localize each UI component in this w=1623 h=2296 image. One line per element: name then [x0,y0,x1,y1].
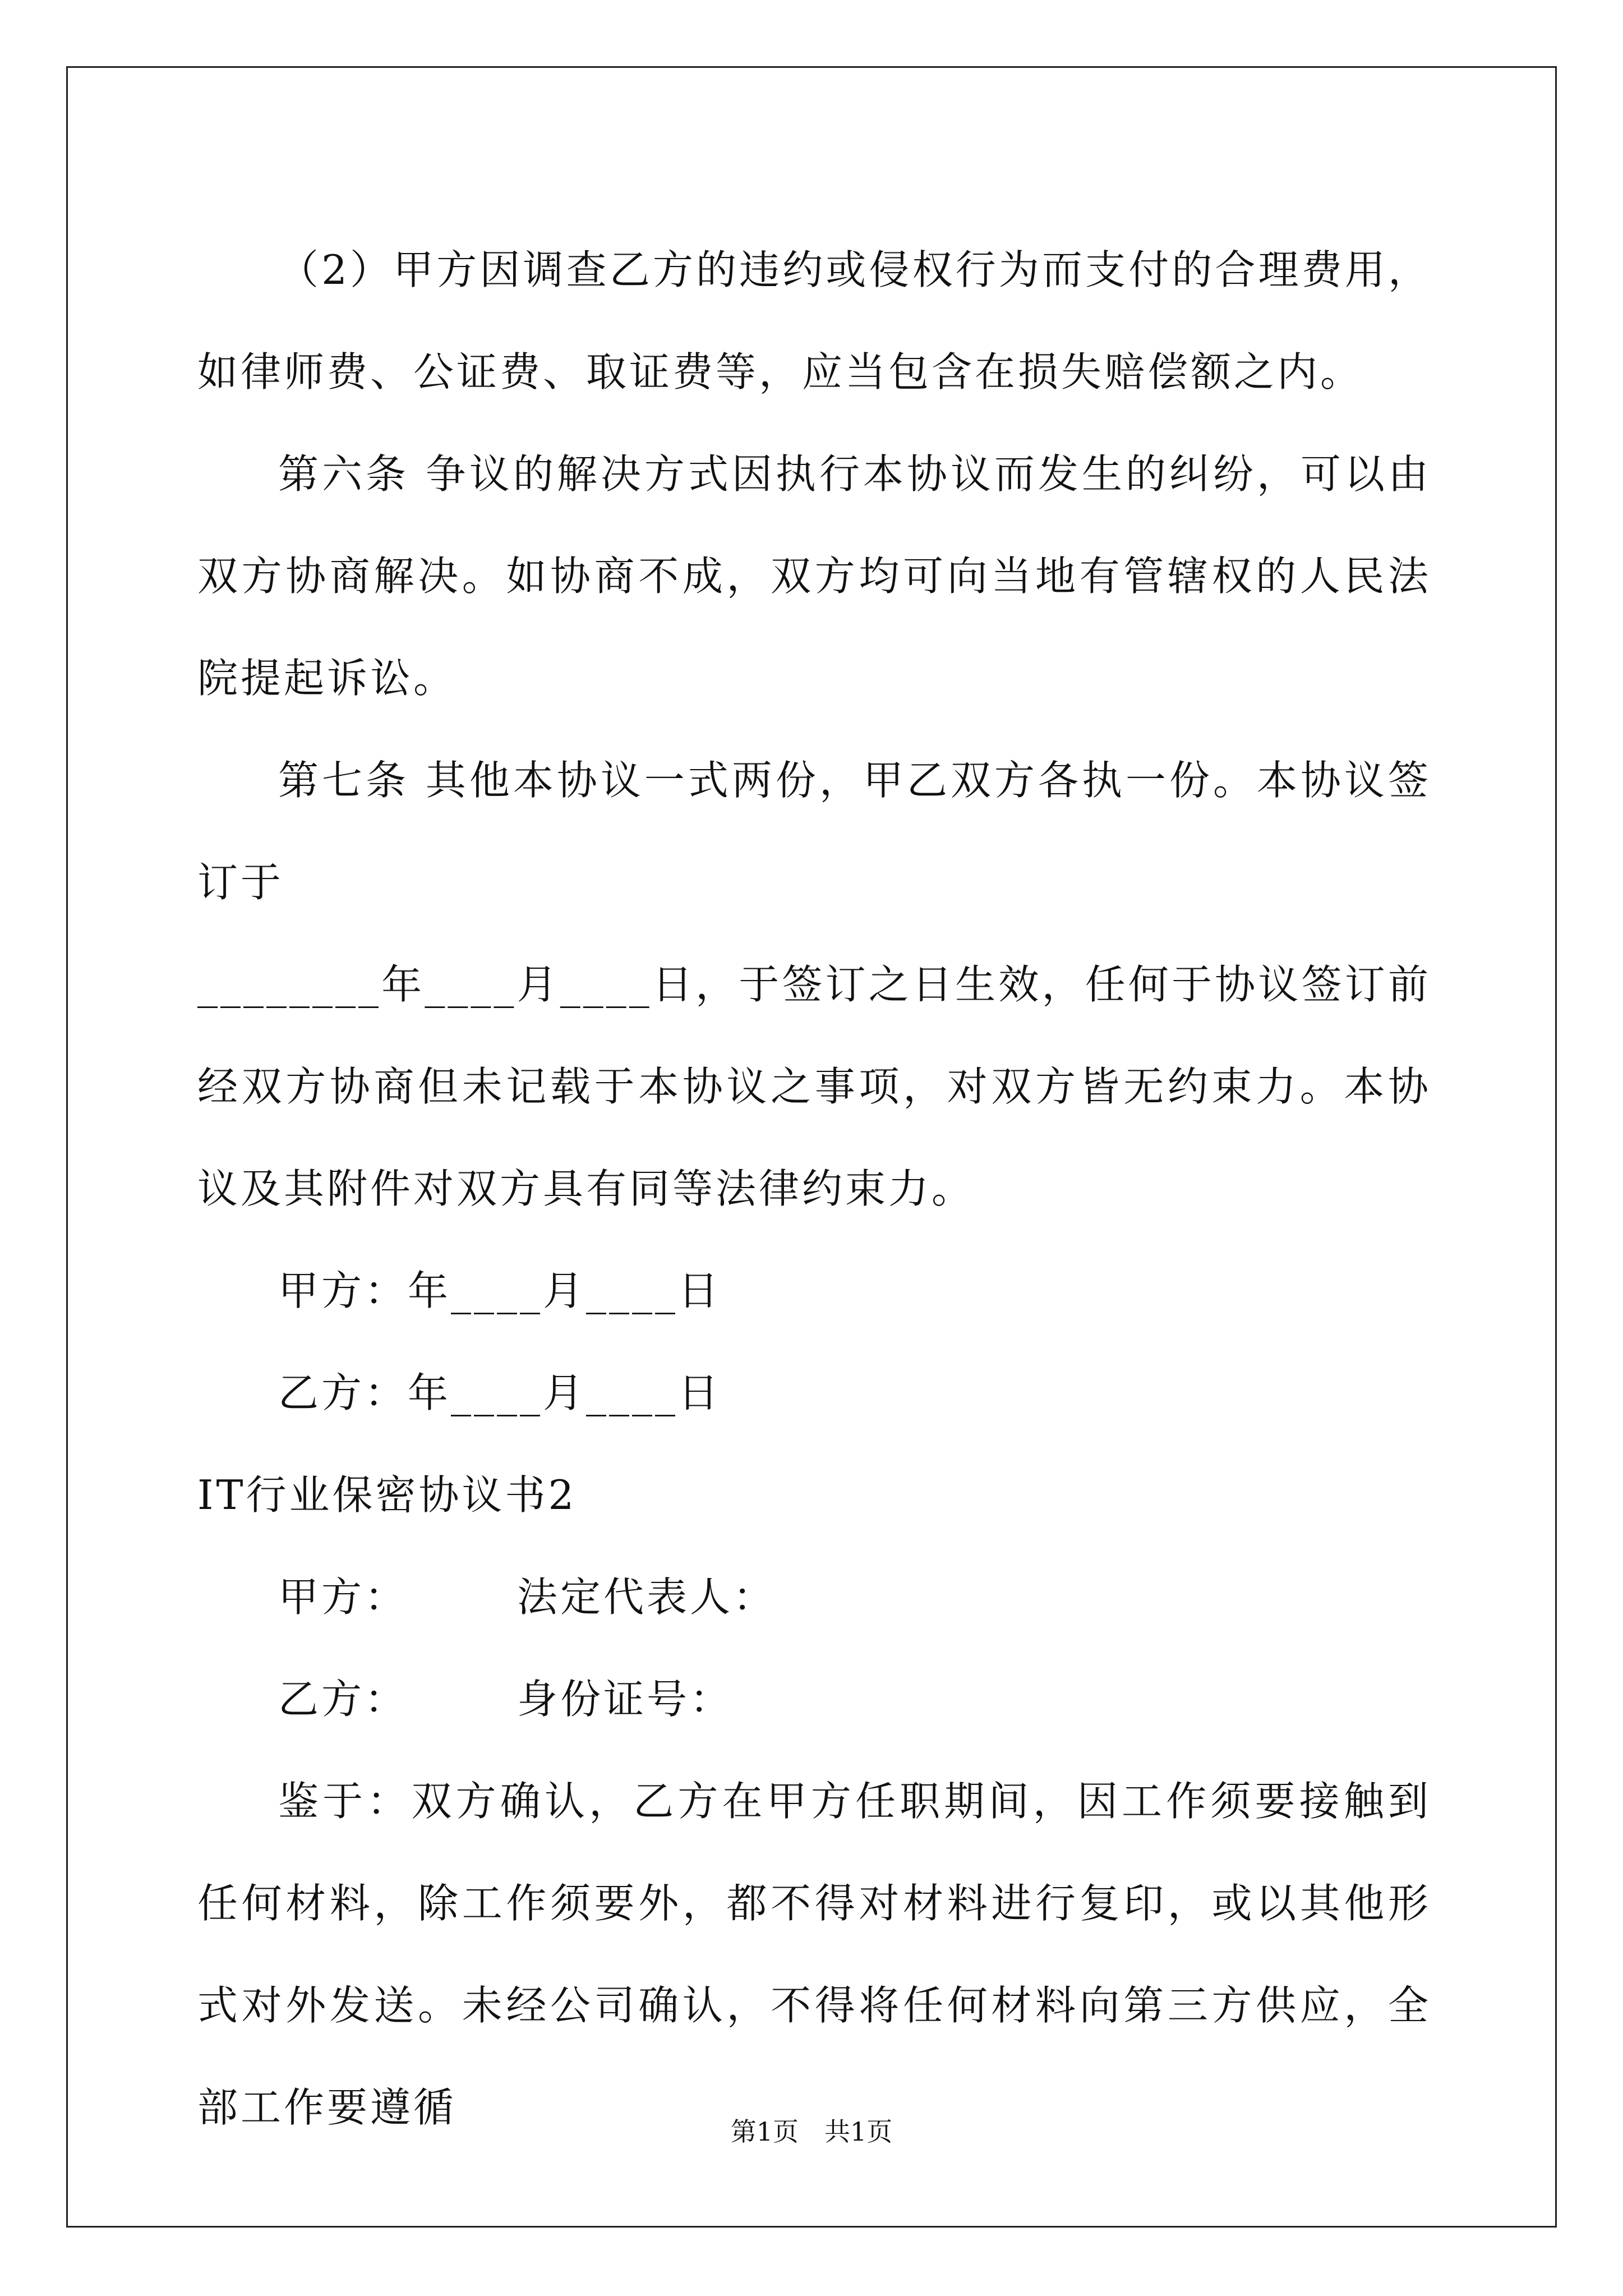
party-b-id-number: 乙方： 身份证号： [278,1676,734,1723]
page-number: 第1页 共1页 [730,2116,893,2147]
signature-party-a: 甲方：年____月____日 [278,1267,722,1314]
clause-7-other-continued: ________年____月____日，于签订之日生效，任何于协议签订前经双方协商但未记载于本协议之事项，对双方皆无约束力。本协议及其附件对双方具有同等法律约束力。 [197,961,1431,1212]
clause-5-item-2: （2）甲方因调查乙方的违约或侵权行为而支付的合理费用，如律师费、公证费、取证费等，应当包含在损失赔偿额之内。 [197,246,1431,395]
clause-6-dispute-resolution: 第六条 争议的解决方式因执行本协议而发生的纠纷，可以由双方协商解决。如协商不成，双方均可向当地有管辖权的人民法院提起诉讼。 [197,450,1431,702]
whereas-clause: 鉴于：双方确认，乙方在甲方任职期间，因工作须要接触到任何材料，除工作须要外，都不得对材料进行复印，或以其他形式对外发送。未经公司确认，不得将任何材料向第三方供应，全部工作要遵循 [197,1778,1431,2131]
section-title: IT行业保密协议书2 [197,1471,577,1519]
document-body [197,219,1431,2159]
signature-party-b: 乙方：年____月____日 [278,1369,722,1416]
party-a-legal-rep: 甲方： 法定代表人： [278,1573,777,1621]
clause-7-other-first-line: 第七条 其他本协议一式两份，甲乙双方各执一份。本协议签订于 [197,757,1431,906]
